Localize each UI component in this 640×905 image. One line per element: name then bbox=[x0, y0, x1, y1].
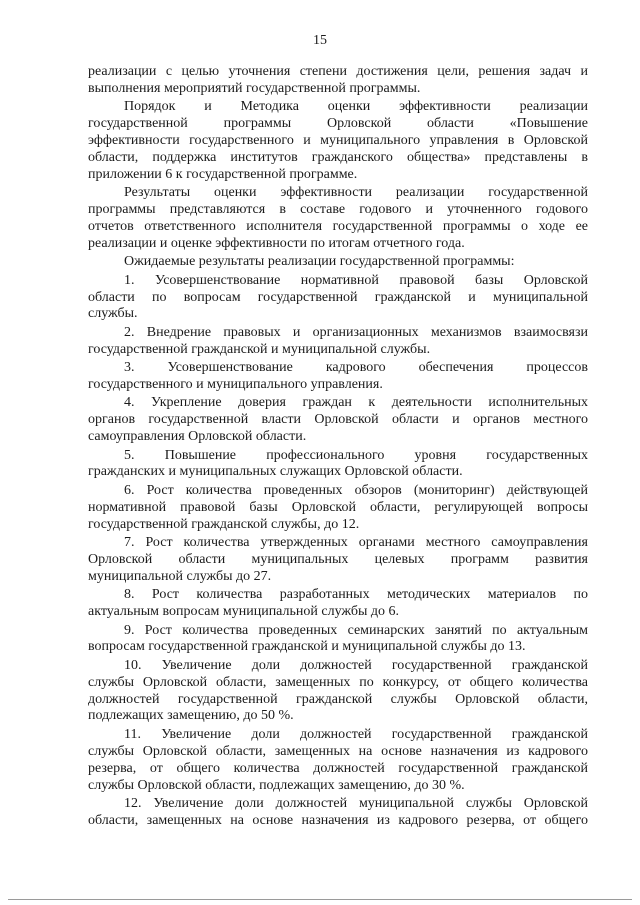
text-line: актуальным вопросам муниципальной службы до 6. bbox=[88, 604, 400, 620]
text-line: государственного и муниципального управления. bbox=[88, 377, 383, 393]
text-line: гражданских и муниципальных служащих Орловской области. bbox=[88, 464, 463, 480]
text-line: Ожидаемые результаты реализации государственной программы: bbox=[124, 254, 515, 270]
text-line: области, поддержка институтов гражданского общества» представлены в bbox=[88, 149, 588, 165]
paragraph bbox=[88, 623, 588, 657]
text-line: должностей государственной гражданской службы Орловской области, bbox=[88, 691, 588, 707]
text-line: 5. Повышение профессионального уровня государственных bbox=[124, 447, 588, 463]
paragraph bbox=[88, 727, 588, 795]
text-line: Порядок и Методика оценки эффективности реализации bbox=[124, 99, 588, 115]
paragraph bbox=[88, 99, 588, 183]
paragraph bbox=[88, 273, 588, 324]
text-line: реализации с целью уточнения степени достижения цели, решения задач и bbox=[88, 64, 588, 79]
text-line: государственной гражданской и муниципальной службы. bbox=[88, 341, 431, 357]
paragraph bbox=[88, 360, 588, 394]
text-line: самоуправления Орловской области. bbox=[88, 429, 307, 445]
paragraph bbox=[88, 796, 588, 830]
text-line: 3. Усовершенствование кадрового обеспечения процессов bbox=[124, 360, 588, 376]
text-line: государственной программы Орловской области «Повышение bbox=[88, 116, 588, 132]
text-line: 11. Увеличение доли должностей государственной гражданской bbox=[124, 726, 588, 742]
text-line: государственной гражданской службы, до 12. bbox=[88, 516, 360, 532]
paragraph bbox=[88, 185, 588, 253]
text-line: вопросам государственной гражданской и муниципальной службы до 13. bbox=[88, 639, 526, 655]
paragraph bbox=[88, 483, 588, 534]
text-line: 6. Рост количества проведенных обзоров (мониторинг) действующей bbox=[124, 482, 588, 498]
text-line: Результаты оценки эффективности реализации государственной bbox=[124, 185, 588, 201]
text-line: 8. Рост количества разработанных методических материалов по bbox=[124, 587, 588, 603]
text-line: реализации и оценке эффективности по итогам отчетного года. bbox=[88, 235, 465, 251]
text-line: муниципальной службы до 27. bbox=[88, 568, 272, 584]
text-line: службы Орловской области, подлежащих замещению, до 30 %. bbox=[88, 777, 465, 793]
text-line: нормативной правовой базы Орловской области, регулирующей вопросы bbox=[88, 499, 588, 515]
text-line: эффективности государственного и муниципального управления в Орловской bbox=[88, 133, 588, 149]
document-body bbox=[88, 64, 588, 831]
text-line: 7. Рост количества утвержденных органами местного самоуправления bbox=[124, 535, 588, 551]
paragraph bbox=[88, 658, 588, 726]
text-line: приложении 6 к государственной программе. bbox=[88, 166, 358, 182]
paragraph bbox=[88, 395, 588, 446]
text-line: органов государственной власти Орловской области и органов местного bbox=[88, 412, 588, 428]
text-line: службы. bbox=[88, 306, 138, 322]
text-line: 12. Увеличение доли должностей муниципальной службы Орловской bbox=[124, 795, 588, 811]
text-line: отчетов ответственного исполнителя государственной программы о ходе ее bbox=[88, 219, 588, 235]
paragraph bbox=[88, 64, 588, 98]
text-line: области, замещенных на основе назначения из кадрового резерва, от общего bbox=[88, 812, 588, 828]
text-line: резерва, от общего количества должностей государственной гражданской bbox=[88, 760, 588, 776]
paragraph bbox=[88, 325, 588, 359]
text-line: службы Орловской области, замещенных по конкурсу, от общего количества bbox=[88, 674, 588, 690]
text-line: области по вопросам государственной гражданской и муниципальной bbox=[88, 289, 588, 305]
text-line: Орловской области муниципальных целевых программ развития bbox=[88, 551, 588, 567]
text-line: службы Орловской области, замещенных на основе назначения из кадрового bbox=[88, 743, 588, 759]
text-line: 9. Рост количества проведенных семинарских занятий по актуальным bbox=[124, 622, 588, 638]
text-line: 2. Внедрение правовых и организационных механизмов взаимосвязи bbox=[124, 324, 588, 340]
text-line: 4. Укрепление доверия граждан к деятельности исполнительных bbox=[124, 395, 588, 411]
text-line: выполнения мероприятий государственной программы. bbox=[88, 80, 421, 96]
page-number: 15 bbox=[313, 33, 327, 48]
text-line: 10. Увеличение доли должностей государственной гражданской bbox=[124, 657, 588, 673]
paragraph bbox=[88, 254, 588, 271]
paragraph bbox=[88, 535, 588, 586]
paragraph bbox=[88, 587, 588, 621]
text-line: программы представляются в составе годового и уточненного годового bbox=[88, 202, 588, 218]
text-line: подлежащих замещению, до 50 %. bbox=[88, 708, 294, 724]
paragraph bbox=[88, 448, 588, 482]
scan-bottom-edge bbox=[8, 899, 632, 900]
text-line: 1. Усовершенствование нормативной правовой базы Орловской bbox=[124, 272, 588, 288]
